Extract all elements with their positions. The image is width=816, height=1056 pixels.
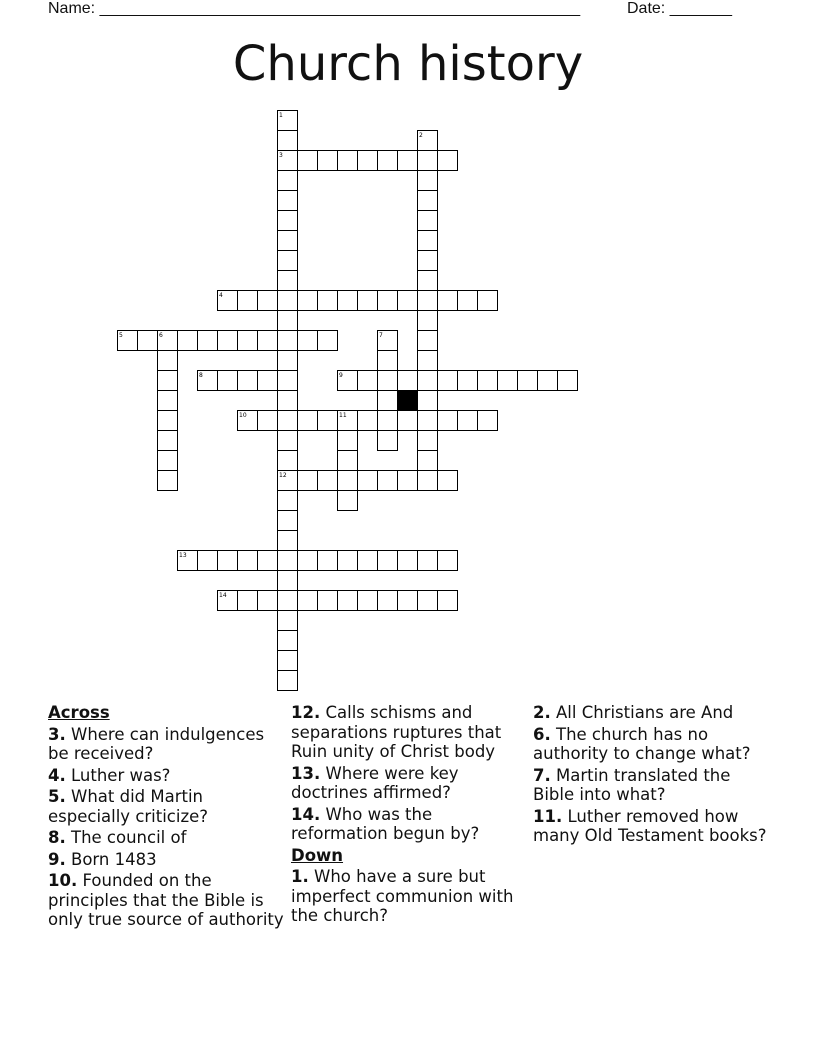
clue-number-label: 3 bbox=[279, 152, 283, 159]
crossword-cell[interactable] bbox=[358, 591, 378, 611]
clue-across-14: 14. Who was the reformation begun by? bbox=[291, 804, 480, 843]
clue-number-label: 4 bbox=[219, 292, 223, 299]
crossword-cell[interactable] bbox=[278, 191, 298, 211]
crossword-cell[interactable] bbox=[238, 331, 258, 351]
crossword-cell[interactable] bbox=[258, 331, 278, 351]
crossword-cell[interactable] bbox=[418, 151, 438, 171]
crossword-cell[interactable] bbox=[418, 211, 438, 231]
crossword-cell[interactable] bbox=[418, 591, 438, 611]
clue-down-7: 7. Martin translated the Bible into what? bbox=[533, 765, 731, 804]
header bbox=[0, 0, 816, 20]
crossword-cell[interactable] bbox=[278, 231, 298, 251]
crossword-cell[interactable] bbox=[298, 551, 318, 571]
crossword-cell[interactable] bbox=[378, 551, 398, 571]
crossword-cell[interactable] bbox=[418, 251, 438, 271]
crossword-cell[interactable] bbox=[418, 471, 438, 491]
crossword-cell[interactable] bbox=[418, 171, 438, 191]
crossword-cell[interactable] bbox=[458, 291, 478, 311]
crossword-cell[interactable] bbox=[158, 391, 178, 411]
crossword-cell[interactable] bbox=[358, 411, 378, 431]
crossword-cell[interactable] bbox=[298, 471, 318, 491]
crossword-cell[interactable] bbox=[258, 591, 278, 611]
crossword-cell[interactable] bbox=[478, 411, 498, 431]
crossword-cell[interactable] bbox=[478, 291, 498, 311]
clue-number-label: 6 bbox=[159, 332, 163, 339]
crossword-cell[interactable] bbox=[278, 431, 298, 451]
crossword-cell[interactable] bbox=[438, 151, 458, 171]
clue-across-8: 8. The council of bbox=[48, 828, 187, 847]
crossword-cell[interactable] bbox=[378, 411, 398, 431]
crossword-cell[interactable] bbox=[338, 411, 358, 431]
crossword-cell[interactable] bbox=[278, 211, 298, 231]
crossword-cell[interactable] bbox=[218, 591, 238, 611]
crossword-cell[interactable] bbox=[318, 471, 338, 491]
crossword-cell[interactable] bbox=[418, 191, 438, 211]
clue-across-13: 13. Where were key doctrines affirmed? bbox=[291, 763, 459, 802]
crossword-cell[interactable] bbox=[318, 151, 338, 171]
clue-number-label: 9 bbox=[339, 372, 343, 379]
crossword-cell[interactable] bbox=[398, 151, 418, 171]
crossword-cell[interactable] bbox=[278, 671, 298, 691]
crossword-cell[interactable] bbox=[398, 411, 418, 431]
crossword-cell[interactable] bbox=[338, 471, 358, 491]
crossword-cell[interactable] bbox=[378, 351, 398, 371]
crossword-cell[interactable] bbox=[238, 591, 258, 611]
crossword-cell[interactable] bbox=[158, 371, 178, 391]
crossword-cell[interactable] bbox=[278, 511, 298, 531]
crossword-cell[interactable] bbox=[278, 491, 298, 511]
crossword-cell[interactable] bbox=[418, 411, 438, 431]
crossword-cell[interactable] bbox=[238, 371, 258, 391]
crossword-cell[interactable] bbox=[518, 371, 538, 391]
clue-number-label: 2 bbox=[419, 132, 423, 139]
crossword-cell[interactable] bbox=[278, 451, 298, 471]
crossword-cell[interactable] bbox=[438, 411, 458, 431]
crossword-cell[interactable] bbox=[278, 591, 298, 611]
clue-across-10: 10. Founded on the principles that the Bible is only true source of authority bbox=[48, 871, 284, 929]
crossword-cell[interactable] bbox=[278, 651, 298, 671]
crossword-cell[interactable] bbox=[278, 151, 298, 171]
crossword-cell[interactable] bbox=[118, 331, 138, 351]
crossword-cell[interactable] bbox=[418, 551, 438, 571]
clue-number-label: 12 bbox=[279, 472, 287, 479]
crossword-cell[interactable] bbox=[238, 411, 258, 431]
crossword-cell[interactable] bbox=[258, 411, 278, 431]
crossword-cell[interactable] bbox=[278, 271, 298, 291]
clue-across-3: 3. Where can indulgences be received? bbox=[48, 724, 265, 763]
crossword-cell[interactable] bbox=[398, 591, 418, 611]
crossword-cell[interactable] bbox=[338, 431, 358, 451]
clue-down-11: 11. Luther removed how many Old Testament books? bbox=[533, 806, 767, 845]
crossword-cell[interactable] bbox=[218, 371, 238, 391]
crossword-cell[interactable] bbox=[278, 551, 298, 571]
crossword-cell[interactable] bbox=[418, 451, 438, 471]
crossword-cell[interactable] bbox=[198, 331, 218, 351]
crossword-cell[interactable] bbox=[438, 591, 458, 611]
crossword-cell[interactable] bbox=[358, 371, 378, 391]
crossword-cell[interactable] bbox=[178, 551, 198, 571]
clue-number-label: 1 bbox=[279, 112, 283, 119]
crossword-cell[interactable] bbox=[158, 451, 178, 471]
crossword-cell[interactable] bbox=[318, 291, 338, 311]
crossword-cell[interactable] bbox=[278, 111, 298, 131]
crossword-cell[interactable] bbox=[278, 631, 298, 651]
crossword-cell[interactable] bbox=[278, 391, 298, 411]
crossword-cell[interactable] bbox=[338, 451, 358, 471]
crossword-cell[interactable] bbox=[418, 391, 438, 411]
crossword-cell[interactable] bbox=[418, 371, 438, 391]
crossword-cell[interactable] bbox=[338, 491, 358, 511]
crossword-cell[interactable] bbox=[198, 371, 218, 391]
crossword-cell[interactable] bbox=[378, 151, 398, 171]
crossword-cell[interactable] bbox=[398, 551, 418, 571]
crossword-cell[interactable] bbox=[418, 311, 438, 331]
crossword-cell[interactable] bbox=[278, 251, 298, 271]
crossword-cell[interactable] bbox=[378, 391, 398, 411]
crossword-cell[interactable] bbox=[158, 351, 178, 371]
crossword-cell[interactable] bbox=[358, 151, 378, 171]
clues-column-2 bbox=[291, 703, 527, 928]
crossword-cell[interactable] bbox=[278, 471, 298, 491]
crossword-cell[interactable] bbox=[558, 371, 578, 391]
clue-number-label: 8 bbox=[199, 372, 203, 379]
crossword-cell[interactable] bbox=[338, 551, 358, 571]
crossword-cell[interactable] bbox=[338, 151, 358, 171]
clue-across-4: 4. Luther was? bbox=[48, 765, 171, 785]
clue-across-5: 5. What did Martin especially criticize? bbox=[48, 787, 209, 826]
crossword-cell[interactable] bbox=[358, 471, 378, 491]
crossword-cell[interactable] bbox=[378, 431, 398, 451]
crossword-cell[interactable] bbox=[278, 331, 298, 351]
crossword-cell[interactable] bbox=[378, 471, 398, 491]
crossword-cell[interactable] bbox=[158, 471, 178, 491]
crossword-cell[interactable] bbox=[338, 371, 358, 391]
crossword-cell[interactable] bbox=[418, 131, 438, 151]
crossword-cell[interactable] bbox=[318, 411, 338, 431]
crossword-cell[interactable] bbox=[278, 531, 298, 551]
crossword-cell[interactable] bbox=[338, 291, 358, 311]
crossword-cell[interactable] bbox=[458, 411, 478, 431]
crossword-cell[interactable] bbox=[358, 551, 378, 571]
clue-number-label: 10 bbox=[239, 412, 247, 419]
crossword-cell[interactable] bbox=[458, 371, 478, 391]
page-title: Church history bbox=[232, 36, 584, 92]
crossword-cell[interactable] bbox=[378, 291, 398, 311]
crossword-cell[interactable] bbox=[418, 231, 438, 251]
crossword-cell[interactable] bbox=[278, 571, 298, 591]
clues-column-3 bbox=[533, 703, 769, 848]
crossword-cell[interactable] bbox=[378, 591, 398, 611]
crossword-cell[interactable] bbox=[178, 331, 198, 351]
crossword-cell[interactable] bbox=[238, 291, 258, 311]
crossword-cell[interactable] bbox=[258, 291, 278, 311]
crossword-cell[interactable] bbox=[318, 551, 338, 571]
crossword-cell[interactable] bbox=[318, 331, 338, 351]
clue-across-9: 9. Born 1483 bbox=[48, 849, 157, 869]
across-heading: Across bbox=[48, 703, 110, 722]
crossword-cell[interactable] bbox=[158, 431, 178, 451]
filled-cell bbox=[398, 391, 418, 411]
crossword-cell[interactable] bbox=[538, 371, 558, 391]
crossword-cell[interactable] bbox=[318, 591, 338, 611]
crossword-cell[interactable] bbox=[238, 551, 258, 571]
crossword-cell[interactable] bbox=[218, 551, 238, 571]
crossword-cell[interactable] bbox=[298, 591, 318, 611]
crossword-cell[interactable] bbox=[278, 411, 298, 431]
crossword-cell[interactable] bbox=[198, 551, 218, 571]
name-field[interactable]: Name: ______________________________________________________ bbox=[48, 0, 581, 17]
crossword-cell[interactable] bbox=[298, 411, 318, 431]
clue-number-label: 13 bbox=[179, 552, 187, 559]
clues-column-1 bbox=[48, 703, 284, 932]
crossword-cell[interactable] bbox=[418, 291, 438, 311]
clue-number-label: 14 bbox=[219, 592, 227, 599]
clue-down-6: 6. The church has no authority to change what? bbox=[533, 724, 751, 763]
date-field[interactable]: Date: _______ bbox=[627, 0, 732, 17]
crossword-cell[interactable] bbox=[298, 291, 318, 311]
crossword-cell[interactable] bbox=[278, 131, 298, 151]
crossword-cell[interactable] bbox=[298, 331, 318, 351]
crossword-cell[interactable] bbox=[438, 471, 458, 491]
crossword-cell[interactable] bbox=[258, 371, 278, 391]
crossword-cell[interactable] bbox=[438, 551, 458, 571]
crossword-cell[interactable] bbox=[278, 371, 298, 391]
crossword-cell[interactable] bbox=[258, 551, 278, 571]
crossword-cell[interactable] bbox=[278, 291, 298, 311]
crossword-cell[interactable] bbox=[278, 311, 298, 331]
crossword-cell[interactable] bbox=[498, 371, 518, 391]
clue-number-label: 11 bbox=[339, 412, 347, 419]
crossword-cell[interactable] bbox=[278, 351, 298, 371]
crossword-cell[interactable] bbox=[378, 331, 398, 351]
crossword-cell[interactable] bbox=[158, 411, 178, 431]
clue-down-1: 1. Who have a sure but imperfect communion with the church? bbox=[291, 867, 514, 925]
crossword-cell[interactable] bbox=[358, 291, 378, 311]
crossword-cell[interactable] bbox=[158, 331, 178, 351]
crossword-cell[interactable] bbox=[398, 371, 418, 391]
crossword-cell[interactable] bbox=[418, 331, 438, 351]
clue-down-2: 2. All Christians are And bbox=[533, 703, 734, 722]
crossword-cell[interactable] bbox=[278, 171, 298, 191]
crossword-cell[interactable] bbox=[418, 431, 438, 451]
clue-number-label: 5 bbox=[119, 332, 123, 339]
crossword-cell[interactable] bbox=[278, 611, 298, 631]
crossword-cell[interactable] bbox=[438, 291, 458, 311]
crossword-cell[interactable] bbox=[438, 371, 458, 391]
crossword-cell[interactable] bbox=[378, 371, 398, 391]
clue-across-12: 12. Calls schisms and separations ruptures that Ruin unity of Christ body bbox=[291, 703, 502, 761]
crossword-cell[interactable] bbox=[138, 331, 158, 351]
crossword-cell[interactable] bbox=[218, 291, 238, 311]
crossword-cell[interactable] bbox=[338, 591, 358, 611]
crossword-cell[interactable] bbox=[398, 471, 418, 491]
clue-number-label: 7 bbox=[379, 332, 383, 339]
down-heading: Down bbox=[291, 845, 344, 865]
crossword-cell[interactable] bbox=[478, 371, 498, 391]
crossword-cell[interactable] bbox=[218, 331, 238, 351]
crossword-cell[interactable] bbox=[418, 271, 438, 291]
crossword-cell[interactable] bbox=[418, 351, 438, 371]
crossword-cell[interactable] bbox=[298, 151, 318, 171]
crossword-cell[interactable] bbox=[398, 291, 418, 311]
